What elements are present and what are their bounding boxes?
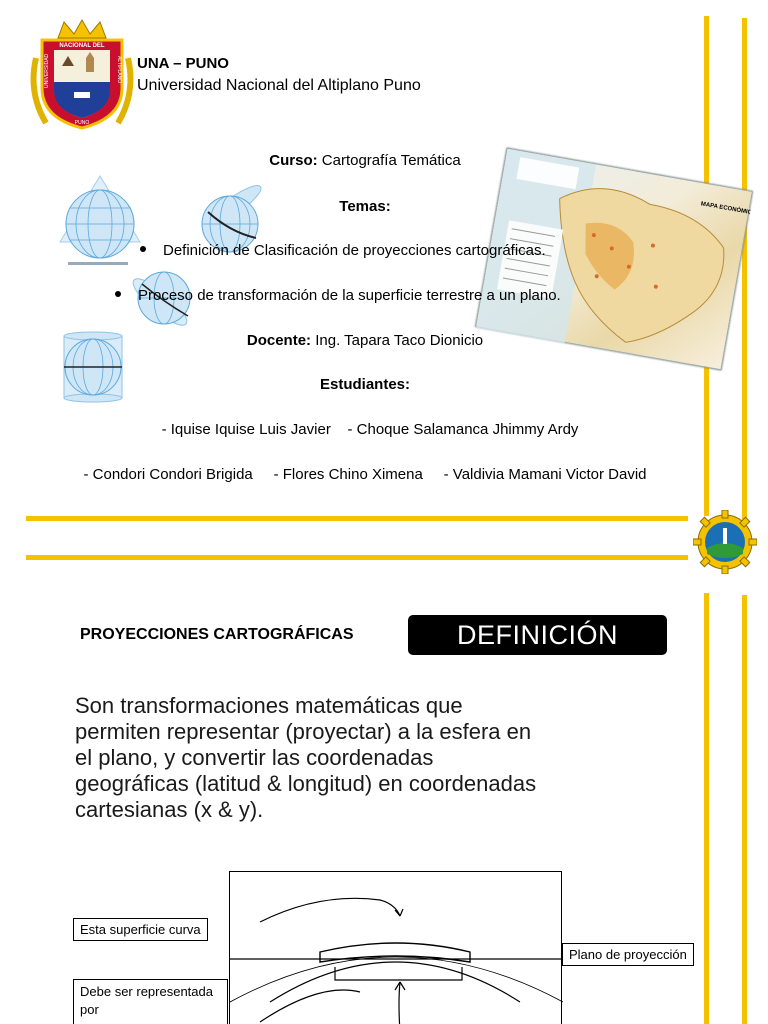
university-crest-logo — [28, 18, 136, 133]
accent-vertical-line-right — [742, 18, 747, 558]
students-line-2: - Condori Condori Brigida - Flores Chino Ximena - Valdivia Mamani Victor David — [83, 466, 647, 483]
accent-horizontal-line-bottom — [26, 555, 688, 560]
teacher-label: Docente: — [246, 332, 312, 349]
callout-curved-surface: Esta superficie curva — [73, 918, 208, 941]
course-label: Curso: — [269, 152, 318, 169]
course-value: Cartografía Temática — [317, 152, 461, 169]
teacher-line — [0, 332, 730, 349]
topic-item-1 — [140, 242, 546, 259]
students-line-1: - Iquise Iquise Luis Javier - Choque Salamanca Jhimmy Ardy — [161, 421, 579, 438]
logo-text-top: NACIONAL DEL — [59, 43, 105, 49]
callout-projection-plane: Plano de proyección — [562, 943, 694, 966]
topics-heading — [0, 198, 730, 215]
bullet-icon — [115, 291, 121, 297]
projection-diagram-drawing — [230, 872, 563, 1024]
projection-diagram — [229, 871, 562, 1024]
university-full-name: Universidad Nacional del Altiplano Puno — [137, 77, 421, 94]
faculty-gear-logo — [693, 510, 757, 574]
slide-title: PROYECCIONES CARTOGRÁFICAS — [80, 626, 354, 643]
topics-label: Temas: — [339, 198, 391, 215]
conic-projection-illustration — [48, 172, 153, 272]
bullet-icon — [140, 246, 146, 252]
logo-text-left: UNIVERSIDAD — [44, 53, 50, 88]
course-line — [0, 152, 730, 169]
accent-horizontal-line-top — [26, 516, 688, 521]
topic-2-text: Proceso de transformación de la superficie terrestre a un plano. — [138, 287, 561, 304]
accent-vertical-line-left — [704, 593, 709, 1024]
teacher-value: Ing. Tapara Taco Dionicio — [311, 332, 484, 349]
students-heading — [0, 376, 730, 393]
logo-text-bottom: PUNO — [74, 120, 90, 126]
definition-text: Son transformaciones matemáticas que permiten representar (proyectar) a la esfera en el plano, y convertir las coordenadas geográficas (latitud & longitud) en coordenadas cartesianas (x & y). — [75, 693, 537, 822]
students-label: Estudiantes: — [319, 376, 410, 393]
accent-vertical-line-right — [742, 595, 747, 1024]
definition-badge: DEFINICIÓN — [408, 615, 667, 655]
map-label: MAPA ECONÓMICO — [700, 201, 754, 217]
topic-item-2 — [115, 287, 561, 304]
callout-represented-by: Debe ser representada por — [73, 979, 228, 1024]
topic-1-text: Definición de Clasificación de proyecciones cartográficas. — [163, 242, 546, 259]
logo-text-right: ALTIPLANO — [116, 56, 122, 84]
definition-slide — [0, 583, 768, 1024]
university-short-name: UNA – PUNO — [137, 55, 229, 72]
